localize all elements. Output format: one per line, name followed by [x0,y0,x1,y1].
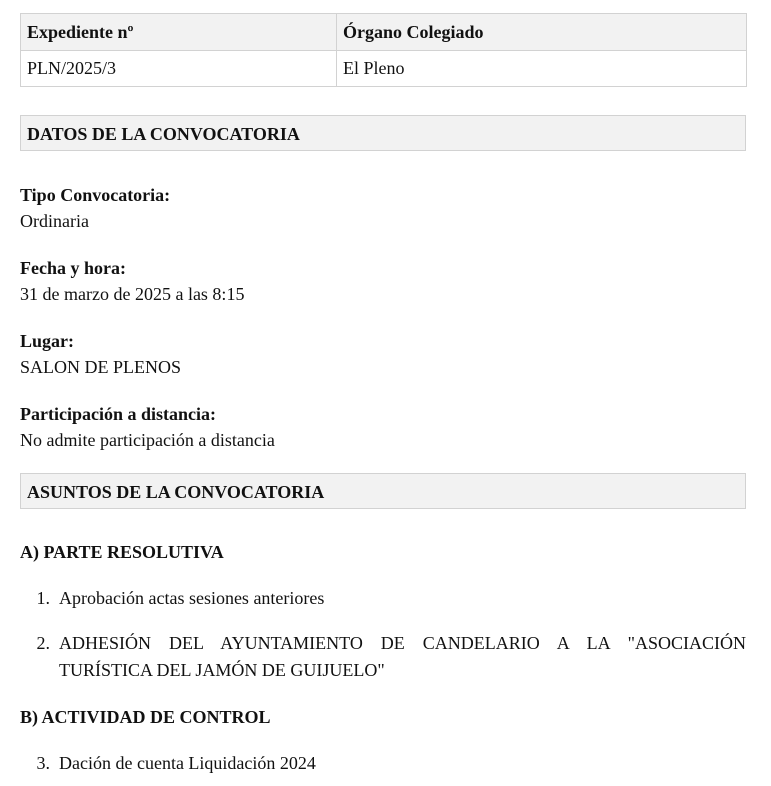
item-number: 3. [36,753,50,773]
expediente-table [20,13,747,87]
expediente-table-header-row [21,14,747,51]
asuntos-section-title: ASUNTOS DE LA CONVOCATORIA [20,473,746,509]
field-label: Tipo Convocatoria: [20,185,171,205]
field-participacion-distancia [20,401,746,453]
datos-section-title: DATOS DE LA CONVOCATORIA [20,115,746,151]
item-number: 1. [36,588,50,608]
expediente-value: PLN/2025/3 [21,51,337,87]
list-item [20,585,746,612]
field-value: Ordinaria [20,211,89,231]
field-tipo-convocatoria [20,182,746,234]
field-value: 31 de marzo de 2025 a las 8:15 [20,284,245,304]
field-lugar [20,328,746,380]
field-fecha-hora [20,255,746,307]
field-value: No admite participación a distancia [20,430,275,450]
organo-value: El Pleno [337,51,747,87]
organo-header: Órgano Colegiado [337,14,747,51]
item-number: 2. [36,633,50,653]
part-heading-resolutiva: A) PARTE RESOLUTIVA [20,542,224,562]
item-text: Dación de cuenta Liquidación 2024 [59,753,316,773]
item-text: Aprobación actas sesiones anteriores [59,588,325,608]
item-text: ADHESIÓN DEL AYUNTAMIENTO DE CANDELARIO A LA "ASOCIACIÓN TURÍSTICA DEL JAMÓN DE GUIJUELO" [59,633,746,680]
expediente-table-row [21,51,747,87]
field-label: Lugar: [20,331,74,351]
part-heading-control: B) ACTIVIDAD DE CONTROL [20,707,271,727]
field-label: Participación a distancia: [20,404,216,424]
list-item [20,750,746,777]
expediente-header: Expediente nº [21,14,337,51]
field-label: Fecha y hora: [20,258,126,278]
field-value: SALON DE PLENOS [20,357,182,377]
list-item [20,630,746,684]
